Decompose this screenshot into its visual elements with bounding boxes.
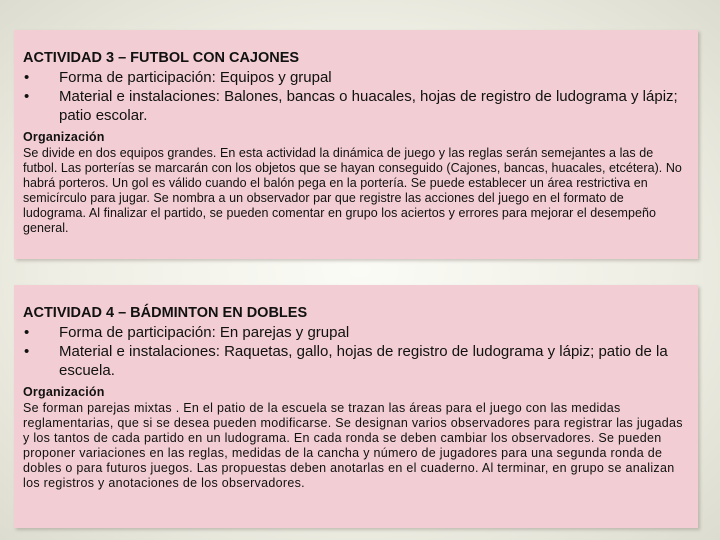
activity-4-card: [14, 285, 698, 528]
bullet-item-materials: [23, 342, 689, 380]
bullet-item-participation: [23, 68, 689, 87]
bullet-dot: •: [24, 324, 30, 341]
activity-3-title: ACTIVIDAD 3 – FUTBOL CON CAJONES: [23, 50, 300, 66]
activity-3-organization-text: Se divide en dos equipos grandes. En esta actividad la dinámica de juego y las reglas serán semejantes a las de futbol. Las porterías se marcarán con los objetos que se hayan conseguido (Cajones, bancas, huacales, etcétera). No habrá porteros. Un gol es válido cuando el balón pega en la portería. Se puede establecer un área restrictiva en semicírculo para jugar. Se nombra a un observador par que registre las acciones del juego en el formato de ludograma. Al finalizar el partido, se pueden comentar en grupo los aciertos y errores para mejorar el desempeño general.: [23, 146, 682, 235]
activity-4-bullet-list: [23, 323, 689, 380]
bullet-dot: •: [24, 343, 30, 360]
bullet-dot: •: [24, 69, 30, 86]
activity-4-organization-heading: Organización: [23, 385, 105, 399]
bullet-text: Forma de participación: En parejas y grupal: [59, 324, 350, 341]
activity-3-organization-heading: Organización: [23, 130, 105, 144]
activity-3-bullet-list: [23, 68, 689, 125]
activity-3-card: [14, 30, 698, 259]
activity-4-title: ACTIVIDAD 4 – BÁDMINTON EN DOBLES: [23, 305, 308, 321]
bullet-dot: •: [24, 88, 30, 105]
bullet-item-materials: [23, 87, 689, 125]
activity-4-organization-text: Se forman parejas mixtas . En el patio de la escuela se trazan las áreas para el juego con las medidas reglamentarias, que si se desea pueden modificarse. Se designan varios observadores para registrar las jugadas y los tantos de cada partido en un ludograma. En cada ronda se deben cambiar los observadores. Se pueden proponer variaciones en las reglas, medidas de la cancha y número de jugadores para una segunda ronda de dobles o para futuros juegos. Las propuestas deben anotarlas en el cuaderno. Al terminar, en grupo se analizan los registros y anotaciones de los observadores.: [23, 401, 683, 490]
bullet-text: Forma de participación: Equipos y grupal: [59, 69, 332, 86]
bullet-text: Material e instalaciones: Balones, bancas o huacales, hojas de registro de ludograma y lápiz; patio escolar.: [59, 88, 678, 124]
bullet-text: Material e instalaciones: Raquetas, gallo, hojas de registro de ludograma y lápiz; patio de la escuela.: [59, 343, 668, 379]
bullet-item-participation: [23, 323, 689, 342]
